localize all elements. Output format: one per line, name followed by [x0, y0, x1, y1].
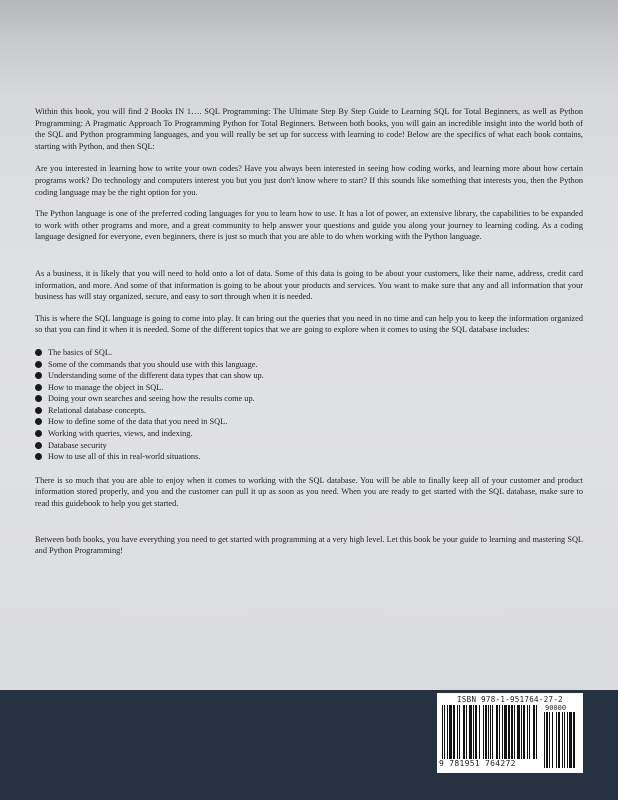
price-addon-digits: 90000 [545, 704, 567, 712]
list-item: Working with queries, views, and indexing. [35, 428, 583, 440]
bullet-icon [35, 430, 42, 437]
sql-benefits-paragraph: There is so much that you are able to enjoy when it comes to working with the SQL database. You will be able to finally keep all of your customer and product information stored properly, and you and the customer can pull it up as soon as you need. When you are ready to get started with the SQL database, make sure to read this guidebook to help you get started. [35, 475, 583, 509]
bullet-icon [35, 453, 42, 460]
python-language-paragraph: The Python language is one of the preferred coding languages for you to learn how to use. It has a lot of power, an extensive library, the capabilities to be expanded to work with other programs and more, and a great community to help answer your questions and guide you along your journey to learning coding. As a coding language designed for everyone, even beginners, there is just so much that you are able to do when working with the Python language. [35, 209, 583, 242]
list-item: The basics of SQL. [35, 347, 583, 359]
bullet-icon [35, 407, 42, 414]
list-item: Doing your own searches and seeing how the results come up. [35, 393, 583, 405]
sql-intro-paragraph: This is where the SQL language is going to come into play. It can bring out the queries that you need in no time and can help you to keep the information organized so that you can find it when it is needed. Some of the different topics that we are going to explore when it comes to using the SQL database includes: [35, 313, 583, 335]
bullet-icon [35, 372, 42, 379]
list-item: How to define some of the data that you need in SQL. [35, 416, 583, 428]
business-data-paragraph: As a business, it is likely that you will need to hold onto a lot of data. Some of this data is going to be about your customers, like their name, address, credit card information, and more. And some of that information is going to be about your products and services. You want to make sure that any and all information that your business has will stay organized, secure, and easy to sort through when it is needed. [35, 268, 583, 302]
price-barcode-icon [544, 712, 578, 768]
bullet-icon [35, 442, 42, 449]
bullet-icon [35, 395, 42, 402]
list-item: How to use all of this in real-world situations. [35, 451, 583, 463]
bullet-icon [35, 349, 42, 356]
list-item: Understanding some of the different data types that can show up. [35, 370, 583, 382]
ean-digits: 9 781951 764272 [439, 759, 516, 768]
intro-paragraph: Within this book, you will find 2 Books IN 1…. SQL Programming: The Ultimate Step By Step Guide to Learning SQL for Total Beginners, as well as Python Programming: A Pragmatic Approach To Programming Python for Total Beginners. Between both books, you will gain an incredible insight into the world both of the SQL and Python programming languages, and you will really be set up for success with learning to code! Below are the specifics of what each book contains, starting with Python, and then SQL: [35, 107, 583, 151]
barcode-icon [442, 705, 542, 759]
list-item: Database security [35, 440, 583, 452]
bullet-icon [35, 384, 42, 391]
topics-list [35, 347, 583, 463]
book-description [35, 106, 583, 557]
closing-paragraph: Between both books, you have everything you need to get started with programming at a very high level. Let this book be your guide to learning and mastering SQL and Python Programming! [35, 534, 583, 556]
bullet-icon [35, 418, 42, 425]
python-question-paragraph: Are you interested in learning how to write your own codes? Have you always been interested in seeing how coding works, and learning more about how certain programs work? Do technology and computers interest you but you just don't know where to start? If this sounds like something that interests you, then the Python coding language may be the right option for you. [35, 164, 583, 197]
list-item: How to manage the object in SQL. [35, 382, 583, 394]
list-item: Some of the commands that you should use with this language. [35, 359, 583, 371]
isbn-text: ISBN 978-1-951764-27-2 [457, 695, 563, 704]
list-item: Relational database concepts. [35, 405, 583, 417]
bullet-icon [35, 361, 42, 368]
barcode-label [437, 693, 583, 773]
